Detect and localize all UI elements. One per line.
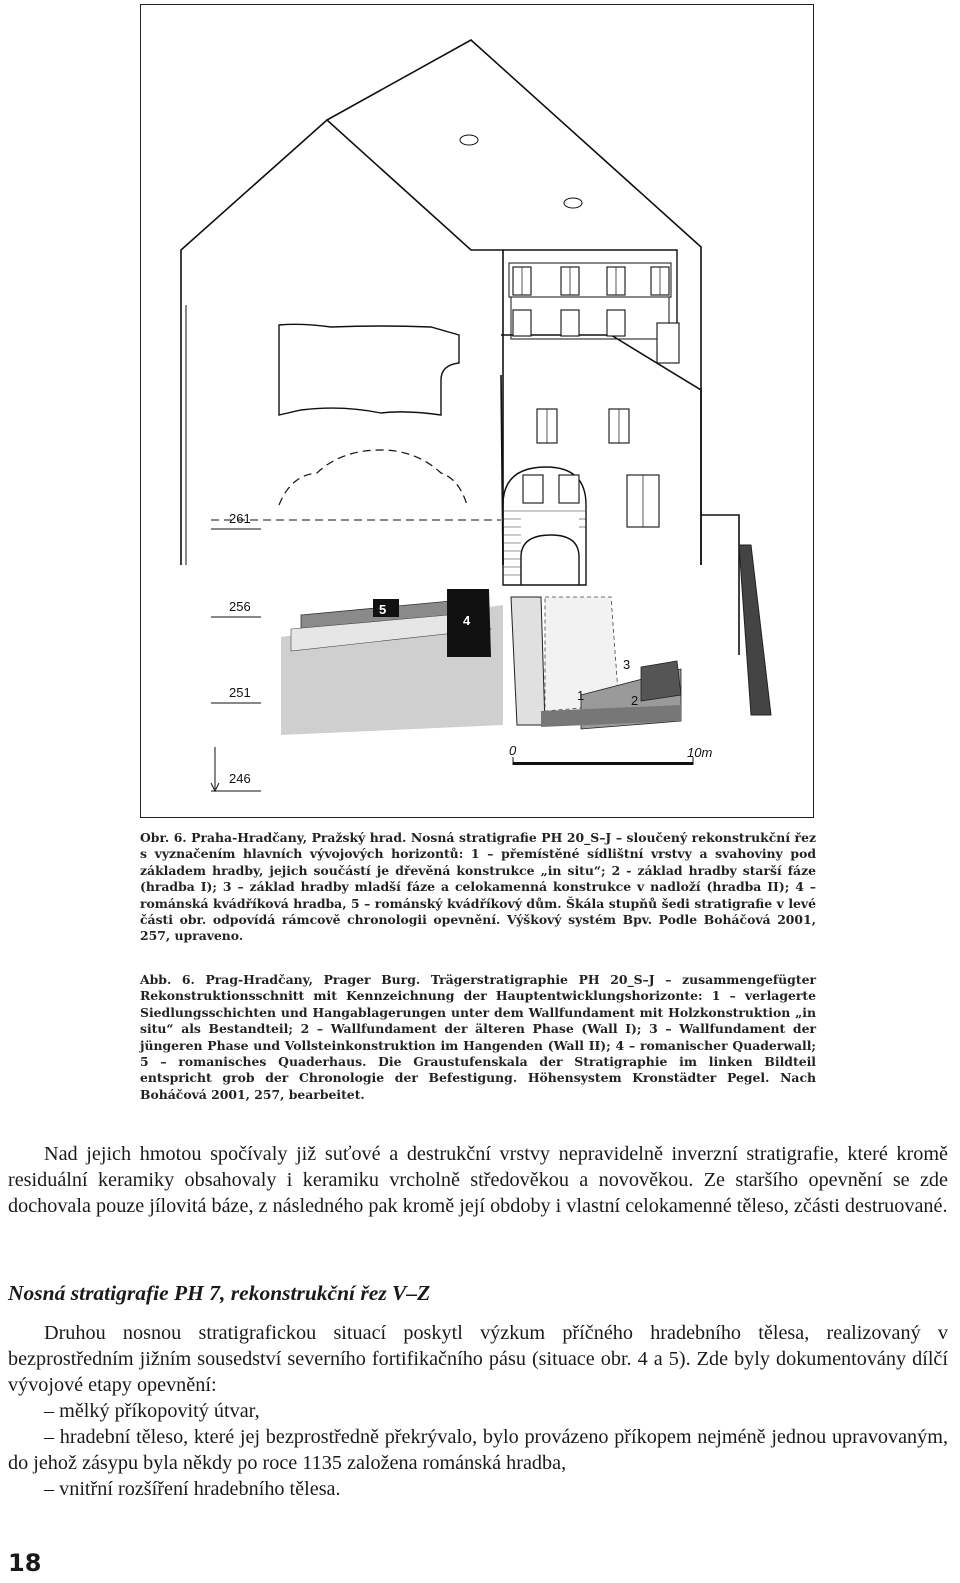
right-wall-hatched <box>739 545 771 715</box>
layer-label-4: 4 <box>463 613 471 628</box>
scale-bar <box>513 757 693 765</box>
figure-caption-cz: Obr. 6. Praha-Hradčany, Pražský hrad. Nosná stratigrafie PH 20_S–J – sloučený rekonstrukční řez s vyznačením hlavních vývojových horizontů: 1 – přemístěné sídlištní vrstvy a svahoviny pod základem hradby, jejich součástí je dřevěná konstrukce „in situ“; 2 - základ hradby starší fáze (hradba I); 3 – základ hradby mladší fáze a celokamenná konstrukce v nadloží (hradba II); 4 – románská kvádříková hradba, 5 – románský kvádříkový dům. Škála stupňů šedi stratigrafie v levé části obr. odpovídá rámcově chronologii opevnění. Výškový systém Bpv. Podle Boháčová 2001, 257, upraveno. <box>140 830 816 944</box>
list-item: – vnitřní rozšíření hradebního tělesa. <box>44 1478 341 1500</box>
elevation-label-251: 251 <box>229 685 251 700</box>
layer-label-2: 2 <box>631 693 639 708</box>
paragraph-text: Nad jejich hmotou spočívaly již suťové a destrukční vrstvy nepravidelně inverzní stratigrafie, které kromě residuální keramiky obsahovaly i keramiku vrcholně středověkou a novověkou. Ze staršího opevnění se zde dochovala pouze jílovitá báze, z následného pak kromě její obdoby i vlastní celokamenné těleso, zčásti destruované. <box>8 1143 948 1217</box>
body-paragraph-2 <box>8 1320 948 1502</box>
layer-label-5: 5 <box>379 602 387 617</box>
elevation-label-246: 246 <box>229 771 251 786</box>
left-building-outline <box>181 120 503 565</box>
scale-end-label: 10m <box>687 745 713 760</box>
elevation-label-261: 261 <box>229 511 251 526</box>
section-heading: Nosná stratigrafie PH 7, rekonstrukční řez V–Z <box>8 1281 431 1305</box>
paragraph-text: Druhou nosnou stratigrafickou situací poskytl výzkum příčného hradebního tělesa, realizovaný v bezprostředním jižním sousedství severního fortifikačního pásu (situace obr. 4 a 5). Zde byly dokumentovány dílčí vývojové etapy opevnění: <box>8 1322 948 1396</box>
list-item: – mělký příkopovitý útvar, <box>44 1400 260 1422</box>
vaulted-room <box>279 324 459 415</box>
layer-label-3: 3 <box>623 657 631 672</box>
body-paragraph-1 <box>8 1141 948 1219</box>
list-item: – hradební těleso, které jej bezprostředně překrývalo, bylo provázeno příkopem nejméně jednou upravovaným, do jehož zásypu byla někdy po roce 1135 založena románská hradba, <box>8 1426 948 1474</box>
facade-siding <box>503 511 586 575</box>
scale-start-label: 0 <box>509 743 517 758</box>
page-number: 18 <box>8 1549 42 1577</box>
elevation-label-256: 256 <box>229 599 251 614</box>
figure-caption-de: Abb. 6. Prag-Hradčany, Prager Burg. Trägerstratigraphie PH 20_S–J – zusammengefügter Rekonstruktionsschnitt mit Kennzeichnung der Hauptentwicklungshorizonte: 1 – verlagerte Siedlungsschichten und Hangablagerungen unter dem Wallfundament mit Holzkonstruktion „in situ“ als Bestandteil; 2 – Wallfundament der älteren Phase (Wall I); 3 – Wallfundament der jüngeren Phase und Vollsteinkonstruktion im Hangenden (Wall II); 4 – romanischer Quaderwall; 5 – romanisches Quaderhaus. Die Graustufenskala der Stratigraphie im linken Bildteil entspricht grob der Chronologie der Befestigung. Höhensystem Kronstädter Pegel. Nach Boháčová 2001, 257, bearbeitet. <box>140 972 816 1102</box>
layer-label-1: 1 <box>577 688 585 703</box>
figure-frame <box>140 4 814 818</box>
section-drawing <box>141 5 813 817</box>
